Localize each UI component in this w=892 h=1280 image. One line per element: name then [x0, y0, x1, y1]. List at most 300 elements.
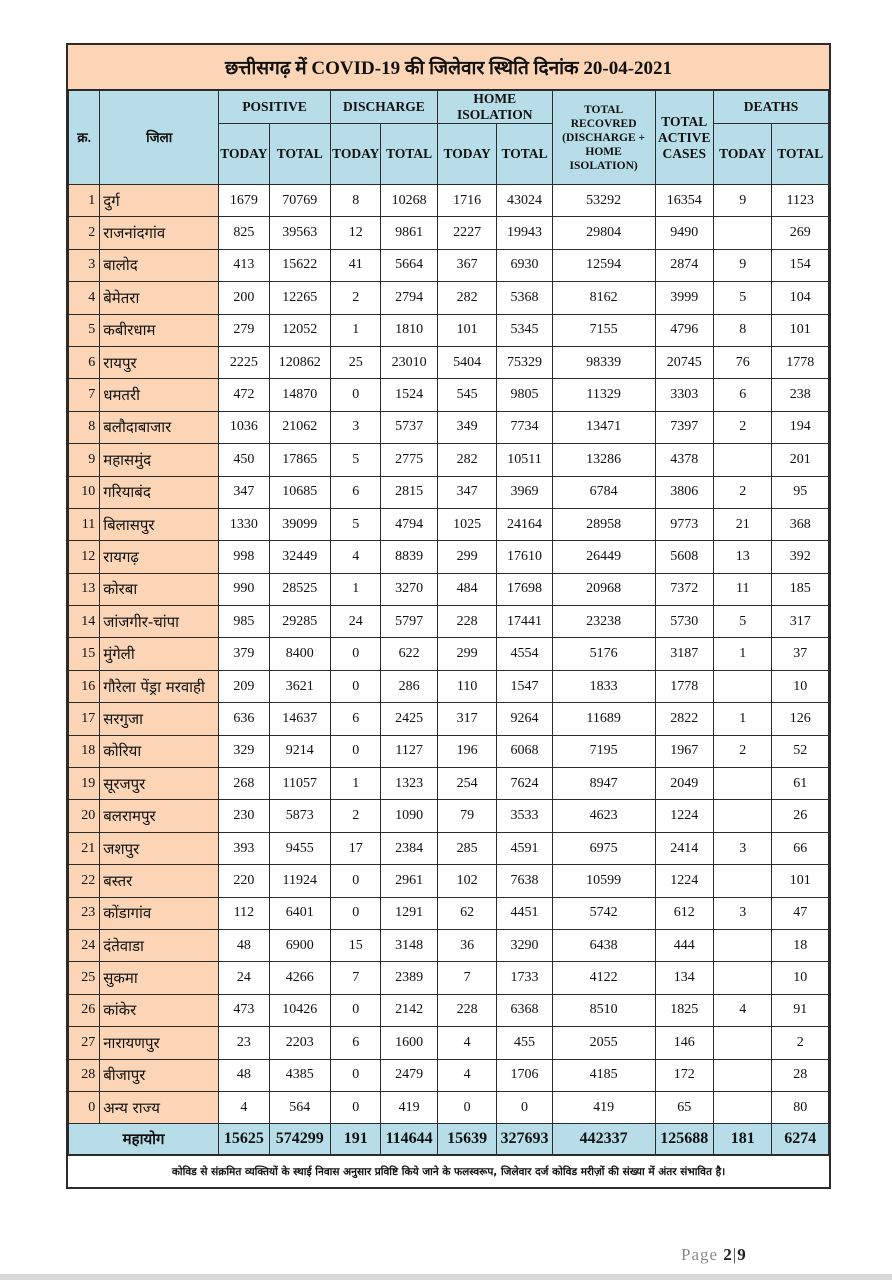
cell-death-total: 104 — [772, 282, 829, 314]
cell-dis-today: 0 — [331, 1059, 381, 1091]
cell-death-today: 6 — [713, 379, 771, 411]
cell-pos-total: 14637 — [269, 703, 330, 735]
cell-dis-total: 1810 — [381, 314, 437, 346]
row-district: महासमुंद — [100, 444, 219, 476]
cell-death-total: 101 — [772, 314, 829, 346]
table-row — [69, 638, 829, 670]
cell-active: 3806 — [655, 476, 713, 508]
row-district: बिलासपुर — [100, 508, 219, 540]
cell-dis-total: 8839 — [381, 541, 437, 573]
cell-pos-total: 28525 — [269, 573, 330, 605]
page-footer — [681, 1245, 747, 1265]
cell-pos-today: 220 — [219, 865, 269, 897]
cell-dis-today: 6 — [331, 476, 381, 508]
cell-hi-today: 484 — [437, 573, 496, 605]
cell-recovered: 10599 — [552, 865, 655, 897]
table-row — [69, 411, 829, 443]
cell-dis-today: 1 — [331, 314, 381, 346]
cell-active: 7397 — [655, 411, 713, 443]
cell-active: 146 — [655, 1027, 713, 1059]
cell-recovered: 12594 — [552, 249, 655, 281]
cell-pos-total: 9455 — [269, 832, 330, 864]
cell-pos-today: 379 — [219, 638, 269, 670]
row-district: रायपुर — [100, 346, 219, 378]
cell-dis-today: 0 — [331, 638, 381, 670]
row-serial: 9 — [69, 444, 100, 476]
cell-hi-total: 6368 — [497, 994, 552, 1026]
cell-pos-total: 32449 — [269, 541, 330, 573]
row-district: मुंगेली — [100, 638, 219, 670]
row-district: सूरजपुर — [100, 768, 219, 800]
cell-dis-total: 419 — [381, 1091, 437, 1123]
cell-dis-total: 622 — [381, 638, 437, 670]
row-district: बेमेतरा — [100, 282, 219, 314]
cell-recovered: 20968 — [552, 573, 655, 605]
cell-hi-total: 10511 — [497, 444, 552, 476]
cell-hi-total: 4451 — [497, 897, 552, 929]
table-row — [69, 670, 829, 702]
row-serial: 21 — [69, 832, 100, 864]
cell-pos-today: 112 — [219, 897, 269, 929]
cell-death-today: 4 — [713, 994, 771, 1026]
header-deaths: DEATHS — [713, 91, 828, 124]
cell-death-today — [713, 929, 771, 961]
cell-death-total: 2 — [772, 1027, 829, 1059]
cell-pos-today: 279 — [219, 314, 269, 346]
totals-active: 125688 — [655, 1124, 713, 1155]
cell-pos-total: 21062 — [269, 411, 330, 443]
cell-pos-total: 4385 — [269, 1059, 330, 1091]
header-hi-total: TOTAL — [497, 124, 552, 185]
row-district: धमतरी — [100, 379, 219, 411]
cell-hi-today: 228 — [437, 994, 496, 1026]
cell-hi-today: 349 — [437, 411, 496, 443]
cell-death-today — [713, 1027, 771, 1059]
row-serial: 6 — [69, 346, 100, 378]
row-district: बलौदाबाजार — [100, 411, 219, 443]
cell-hi-today: 545 — [437, 379, 496, 411]
row-district: कोंडागांव — [100, 897, 219, 929]
table-row — [69, 249, 829, 281]
cell-dis-total: 2479 — [381, 1059, 437, 1091]
cell-dis-total: 3148 — [381, 929, 437, 961]
cell-recovered: 6438 — [552, 929, 655, 961]
table-row — [69, 573, 829, 605]
cell-death-total: 80 — [772, 1091, 829, 1123]
table-row — [69, 476, 829, 508]
cell-pos-total: 5873 — [269, 800, 330, 832]
table-totals — [69, 1124, 829, 1155]
row-serial: 16 — [69, 670, 100, 702]
cell-death-total: 1123 — [772, 185, 829, 217]
cell-hi-today: 347 — [437, 476, 496, 508]
total-pages: 9 — [737, 1245, 747, 1264]
cell-pos-total: 120862 — [269, 346, 330, 378]
cell-pos-total: 15622 — [269, 249, 330, 281]
header-total-recovered: TOTAL RECOVRED (DISCHARGE + HOME ISOLATION) — [552, 91, 655, 185]
cell-pos-total: 11057 — [269, 768, 330, 800]
cell-dis-today: 0 — [331, 994, 381, 1026]
cell-hi-today: 317 — [437, 703, 496, 735]
totals-death-total: 6274 — [772, 1124, 829, 1155]
cell-hi-today: 1025 — [437, 508, 496, 540]
cell-pos-total: 6900 — [269, 929, 330, 961]
table-row — [69, 929, 829, 961]
cell-death-total: 95 — [772, 476, 829, 508]
row-district: बलरामपुर — [100, 800, 219, 832]
table-row — [69, 444, 829, 476]
row-serial: 17 — [69, 703, 100, 735]
cell-recovered: 29804 — [552, 217, 655, 249]
cell-recovered: 26449 — [552, 541, 655, 573]
cell-active: 3187 — [655, 638, 713, 670]
cell-active: 1825 — [655, 994, 713, 1026]
row-serial: 5 — [69, 314, 100, 346]
cell-recovered: 6975 — [552, 832, 655, 864]
cell-recovered: 5176 — [552, 638, 655, 670]
cell-pos-total: 9214 — [269, 735, 330, 767]
row-serial: 27 — [69, 1027, 100, 1059]
cell-recovered: 4185 — [552, 1059, 655, 1091]
table-row — [69, 962, 829, 994]
table-row — [69, 1091, 829, 1123]
header-home-isolation: HOME ISOLATION — [437, 91, 552, 124]
cell-recovered: 28958 — [552, 508, 655, 540]
cell-recovered: 4623 — [552, 800, 655, 832]
row-serial: 20 — [69, 800, 100, 832]
cell-active: 1967 — [655, 735, 713, 767]
row-district: जशपुर — [100, 832, 219, 864]
cell-death-today: 11 — [713, 573, 771, 605]
row-district: दुर्ग — [100, 185, 219, 217]
cell-death-today — [713, 1059, 771, 1091]
cell-recovered: 11689 — [552, 703, 655, 735]
cell-death-total: 91 — [772, 994, 829, 1026]
cell-active: 2049 — [655, 768, 713, 800]
cell-recovered: 4122 — [552, 962, 655, 994]
cell-dis-total: 5737 — [381, 411, 437, 443]
cell-pos-total: 11924 — [269, 865, 330, 897]
row-serial: 18 — [69, 735, 100, 767]
cell-dis-today: 5 — [331, 444, 381, 476]
cell-hi-total: 1547 — [497, 670, 552, 702]
cell-dis-total: 5664 — [381, 249, 437, 281]
cell-death-today: 76 — [713, 346, 771, 378]
header-positive: POSITIVE — [219, 91, 331, 124]
cell-hi-total: 9264 — [497, 703, 552, 735]
cell-hi-total: 75329 — [497, 346, 552, 378]
cell-hi-today: 254 — [437, 768, 496, 800]
cell-dis-today: 3 — [331, 411, 381, 443]
cell-dis-today: 7 — [331, 962, 381, 994]
cell-dis-total: 1524 — [381, 379, 437, 411]
cell-hi-today: 367 — [437, 249, 496, 281]
cell-hi-total: 43024 — [497, 185, 552, 217]
cell-dis-total: 2389 — [381, 962, 437, 994]
table-row — [69, 897, 829, 929]
cell-pos-total: 12265 — [269, 282, 330, 314]
row-serial: 14 — [69, 606, 100, 638]
cell-pos-today: 48 — [219, 1059, 269, 1091]
cell-death-today: 3 — [713, 832, 771, 864]
row-serial: 2 — [69, 217, 100, 249]
cell-dis-total: 2794 — [381, 282, 437, 314]
row-serial: 22 — [69, 865, 100, 897]
cell-hi-total: 7624 — [497, 768, 552, 800]
totals-death-today: 181 — [713, 1124, 771, 1155]
row-district: सुकमा — [100, 962, 219, 994]
cell-pos-total: 70769 — [269, 185, 330, 217]
totals-recovered: 442337 — [552, 1124, 655, 1155]
cell-death-total: 154 — [772, 249, 829, 281]
cell-pos-today: 23 — [219, 1027, 269, 1059]
cell-dis-today: 41 — [331, 249, 381, 281]
table-row — [69, 314, 829, 346]
cell-hi-today: 4 — [437, 1027, 496, 1059]
row-district: बीजापुर — [100, 1059, 219, 1091]
cell-dis-today: 6 — [331, 1027, 381, 1059]
table-row — [69, 735, 829, 767]
row-district: रायगढ़ — [100, 541, 219, 573]
cell-hi-total: 24164 — [497, 508, 552, 540]
table-row — [69, 768, 829, 800]
cell-death-total: 61 — [772, 768, 829, 800]
cell-death-today: 1 — [713, 638, 771, 670]
cell-hi-today: 101 — [437, 314, 496, 346]
cell-dis-today: 1 — [331, 768, 381, 800]
cell-pos-total: 8400 — [269, 638, 330, 670]
cell-pos-today: 24 — [219, 962, 269, 994]
cell-death-total: 392 — [772, 541, 829, 573]
cell-hi-total: 1706 — [497, 1059, 552, 1091]
cell-hi-total: 6068 — [497, 735, 552, 767]
cell-hi-total: 0 — [497, 1091, 552, 1123]
cell-active: 65 — [655, 1091, 713, 1123]
cell-active: 20745 — [655, 346, 713, 378]
cell-pos-today: 450 — [219, 444, 269, 476]
cell-dis-today: 6 — [331, 703, 381, 735]
cell-active: 7372 — [655, 573, 713, 605]
cell-pos-today: 209 — [219, 670, 269, 702]
cell-death-total: 126 — [772, 703, 829, 735]
row-district: जांजगीर-चांपा — [100, 606, 219, 638]
table-header — [69, 91, 829, 185]
cell-active: 5730 — [655, 606, 713, 638]
row-serial: 7 — [69, 379, 100, 411]
cell-dis-today: 17 — [331, 832, 381, 864]
row-serial: 8 — [69, 411, 100, 443]
cell-hi-total: 5345 — [497, 314, 552, 346]
row-serial: 0 — [69, 1091, 100, 1123]
cell-recovered: 419 — [552, 1091, 655, 1123]
cell-pos-today: 413 — [219, 249, 269, 281]
cell-recovered: 53292 — [552, 185, 655, 217]
row-serial: 12 — [69, 541, 100, 573]
cell-recovered: 8947 — [552, 768, 655, 800]
table-row — [69, 282, 829, 314]
cell-death-today — [713, 444, 771, 476]
header-hi-today: TODAY — [437, 124, 496, 185]
cell-dis-total: 286 — [381, 670, 437, 702]
cell-death-today: 13 — [713, 541, 771, 573]
cell-dis-today: 5 — [331, 508, 381, 540]
cell-dis-total: 23010 — [381, 346, 437, 378]
row-district: बस्तर — [100, 865, 219, 897]
header-deaths-today: TODAY — [713, 124, 771, 185]
cell-death-total: 317 — [772, 606, 829, 638]
page-separator: | — [732, 1245, 738, 1264]
cell-hi-total: 6930 — [497, 249, 552, 281]
cell-hi-today: 79 — [437, 800, 496, 832]
header-deaths-total: TOTAL — [772, 124, 829, 185]
cell-recovered: 7155 — [552, 314, 655, 346]
cell-death-total: 28 — [772, 1059, 829, 1091]
cell-pos-total: 17865 — [269, 444, 330, 476]
cell-hi-today: 110 — [437, 670, 496, 702]
cell-hi-total: 7638 — [497, 865, 552, 897]
cell-death-total: 1778 — [772, 346, 829, 378]
footnote: कोविड से संक्रमित व्यक्तियों के स्थाई निवास अनुसार प्रविष्टि किये जाने के फलस्वरूप, जिलेवार दर्ज कोविड मरीज़ों की संख्या में अंतर संभावित है। — [68, 1155, 829, 1187]
table-row — [69, 800, 829, 832]
cell-dis-today: 4 — [331, 541, 381, 573]
cell-active: 444 — [655, 929, 713, 961]
table-row — [69, 994, 829, 1026]
cell-hi-today: 1716 — [437, 185, 496, 217]
cell-recovered: 6784 — [552, 476, 655, 508]
cell-pos-total: 14870 — [269, 379, 330, 411]
cell-dis-total: 10268 — [381, 185, 437, 217]
cell-dis-total: 5797 — [381, 606, 437, 638]
cell-active: 3303 — [655, 379, 713, 411]
cell-active: 9490 — [655, 217, 713, 249]
cell-hi-today: 196 — [437, 735, 496, 767]
row-serial: 23 — [69, 897, 100, 929]
cell-hi-total: 455 — [497, 1027, 552, 1059]
cell-dis-today: 15 — [331, 929, 381, 961]
cell-pos-today: 268 — [219, 768, 269, 800]
cell-death-total: 194 — [772, 411, 829, 443]
cell-hi-total: 3290 — [497, 929, 552, 961]
cell-hi-total: 1733 — [497, 962, 552, 994]
cell-active: 1224 — [655, 800, 713, 832]
table-row — [69, 865, 829, 897]
cell-death-total: 37 — [772, 638, 829, 670]
totals-hi-total: 327693 — [497, 1124, 552, 1155]
cell-pos-total: 29285 — [269, 606, 330, 638]
cell-death-today: 8 — [713, 314, 771, 346]
row-serial: 19 — [69, 768, 100, 800]
cell-pos-today: 1679 — [219, 185, 269, 217]
cell-active: 16354 — [655, 185, 713, 217]
cell-death-today: 9 — [713, 185, 771, 217]
row-district: सरगुजा — [100, 703, 219, 735]
row-district: अन्य राज्य — [100, 1091, 219, 1123]
cell-dis-today: 1 — [331, 573, 381, 605]
cell-pos-today: 48 — [219, 929, 269, 961]
cell-death-today: 21 — [713, 508, 771, 540]
cell-recovered: 5742 — [552, 897, 655, 929]
cell-pos-total: 39563 — [269, 217, 330, 249]
cell-recovered: 98339 — [552, 346, 655, 378]
cell-pos-today: 393 — [219, 832, 269, 864]
cell-death-today — [713, 217, 771, 249]
cell-death-today — [713, 865, 771, 897]
totals-label: महायोग — [69, 1124, 219, 1155]
cell-dis-total: 1127 — [381, 735, 437, 767]
cell-hi-today: 299 — [437, 638, 496, 670]
row-district: कबीरधाम — [100, 314, 219, 346]
cell-recovered: 8162 — [552, 282, 655, 314]
cell-death-today: 3 — [713, 897, 771, 929]
cell-hi-total: 9805 — [497, 379, 552, 411]
cell-pos-today: 998 — [219, 541, 269, 573]
page-number: 2 — [723, 1245, 733, 1264]
totals-hi-today: 15639 — [437, 1124, 496, 1155]
cell-dis-total: 1090 — [381, 800, 437, 832]
cell-death-total: 269 — [772, 217, 829, 249]
row-serial: 3 — [69, 249, 100, 281]
cell-hi-total: 4591 — [497, 832, 552, 864]
row-district: गौरेला पेंड्रा मरवाही — [100, 670, 219, 702]
table-row — [69, 1059, 829, 1091]
cell-death-today — [713, 962, 771, 994]
row-serial: 26 — [69, 994, 100, 1026]
cell-active: 5608 — [655, 541, 713, 573]
cell-dis-total: 2775 — [381, 444, 437, 476]
cell-pos-total: 12052 — [269, 314, 330, 346]
cell-dis-today: 24 — [331, 606, 381, 638]
cell-recovered: 8510 — [552, 994, 655, 1026]
cell-hi-today: 282 — [437, 444, 496, 476]
cell-death-total: 185 — [772, 573, 829, 605]
district-status-table — [68, 90, 829, 1155]
cell-pos-today: 472 — [219, 379, 269, 411]
cell-recovered: 23238 — [552, 606, 655, 638]
covid-report-sheet — [66, 43, 831, 1189]
cell-hi-total: 4554 — [497, 638, 552, 670]
totals-dis-total: 114644 — [381, 1124, 437, 1155]
cell-pos-total: 10426 — [269, 994, 330, 1026]
cell-death-total: 368 — [772, 508, 829, 540]
header-discharge-today: TODAY — [331, 124, 381, 185]
cell-pos-total: 3621 — [269, 670, 330, 702]
row-district: गरियाबंद — [100, 476, 219, 508]
cell-hi-total: 7734 — [497, 411, 552, 443]
row-serial: 28 — [69, 1059, 100, 1091]
cell-active: 612 — [655, 897, 713, 929]
cell-death-today: 5 — [713, 606, 771, 638]
cell-death-total: 238 — [772, 379, 829, 411]
table-row — [69, 606, 829, 638]
page-bottom-rule — [0, 1274, 892, 1280]
cell-pos-today: 1036 — [219, 411, 269, 443]
cell-dis-total: 2961 — [381, 865, 437, 897]
cell-pos-total: 564 — [269, 1091, 330, 1123]
cell-pos-total: 4266 — [269, 962, 330, 994]
cell-death-total: 10 — [772, 962, 829, 994]
cell-death-today: 1 — [713, 703, 771, 735]
cell-death-total: 52 — [772, 735, 829, 767]
cell-death-today: 2 — [713, 411, 771, 443]
cell-death-today — [713, 670, 771, 702]
cell-hi-today: 2227 — [437, 217, 496, 249]
cell-dis-total: 2815 — [381, 476, 437, 508]
cell-active: 1778 — [655, 670, 713, 702]
header-discharge-total: TOTAL — [381, 124, 437, 185]
table-row — [69, 508, 829, 540]
cell-hi-today: 299 — [437, 541, 496, 573]
row-district: कोरबा — [100, 573, 219, 605]
